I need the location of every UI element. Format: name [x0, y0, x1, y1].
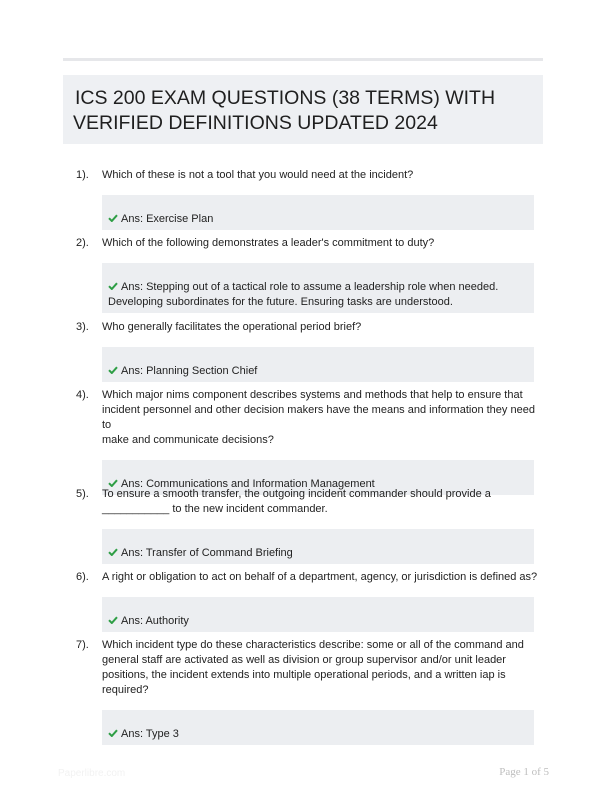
answer-text: Ans: Exercise Plan: [121, 213, 214, 225]
answer-text: Ans: Stepping out of a tactical role to assume a leadership role when needed. Developing subordinates for the future. Ensuring tasks are understood.: [108, 281, 499, 308]
question-number: 5).: [76, 488, 89, 500]
answer-text: Ans: Planning Section Chief: [121, 365, 258, 377]
answer-text: Ans: Authority: [121, 615, 189, 627]
question-item-4: [76, 388, 540, 495]
answer-text: Ans: Communications and Information Management: [121, 478, 375, 490]
answer-box: [102, 710, 534, 745]
question-text: Which incident type do these characteristics describe: some or all of the command and general staff are activated as well as division or group supervisor and/or unit leader positions, the incident extends into multiple operational periods, and a written iap is required?: [102, 639, 524, 696]
question-item-3: [76, 320, 540, 382]
check-icon: [108, 366, 118, 374]
question-item-7: [76, 638, 540, 745]
question-text: Which of these is not a tool that you would need at the incident?: [102, 169, 414, 181]
answer-text: Ans: Transfer of Command Briefing: [121, 547, 293, 559]
question-text: To ensure a smooth transfer, the outgoing incident commander should provide a ___________ to the new incident commander.: [102, 488, 491, 515]
check-icon: [108, 729, 118, 737]
question-item-1: [76, 168, 540, 230]
question-text: Which of the following demonstrates a leader's commitment to duty?: [102, 237, 435, 249]
question-item-5: [76, 487, 540, 564]
top-divider: [63, 58, 543, 61]
question-text: Which major nims component describes systems and methods that help to ensure that incident personnel and other decision makers have the means and information they need to make and communicate decisions?: [102, 389, 535, 446]
answer-text: Ans: Type 3: [121, 728, 179, 740]
question-number: 1).: [76, 169, 89, 181]
page-number: Page 1 of 5: [499, 766, 549, 778]
answer-box: [102, 347, 534, 382]
check-icon: [108, 214, 118, 222]
question-number: 6).: [76, 571, 89, 583]
question-number: 7).: [76, 639, 89, 651]
question-number: 3).: [76, 321, 89, 333]
question-number: 2).: [76, 237, 89, 249]
question-item-2: [76, 236, 540, 313]
document-title-line-1: ICS 200 EXAM QUESTIONS (38 TERMS) WITH: [75, 87, 496, 109]
question-text: Who generally facilitates the operational period brief?: [102, 321, 362, 333]
answer-box: [102, 263, 534, 313]
check-icon: [108, 479, 118, 487]
document-title-line-2: VERIFIED DEFINITIONS UPDATED 2024: [73, 112, 438, 134]
answer-box: [102, 597, 534, 632]
question-number: 4).: [76, 389, 89, 401]
question-item-6: [76, 570, 540, 632]
check-icon: [108, 282, 118, 290]
answer-box: [102, 195, 534, 230]
question-text: A right or obligation to act on behalf of a department, agency, or jurisdiction is defined as?: [102, 571, 538, 583]
check-icon: [108, 616, 118, 624]
document-title-box: [63, 75, 543, 144]
check-icon: [108, 548, 118, 556]
answer-box: [102, 529, 534, 564]
footer-watermark: Paperlibre.com: [58, 768, 126, 779]
